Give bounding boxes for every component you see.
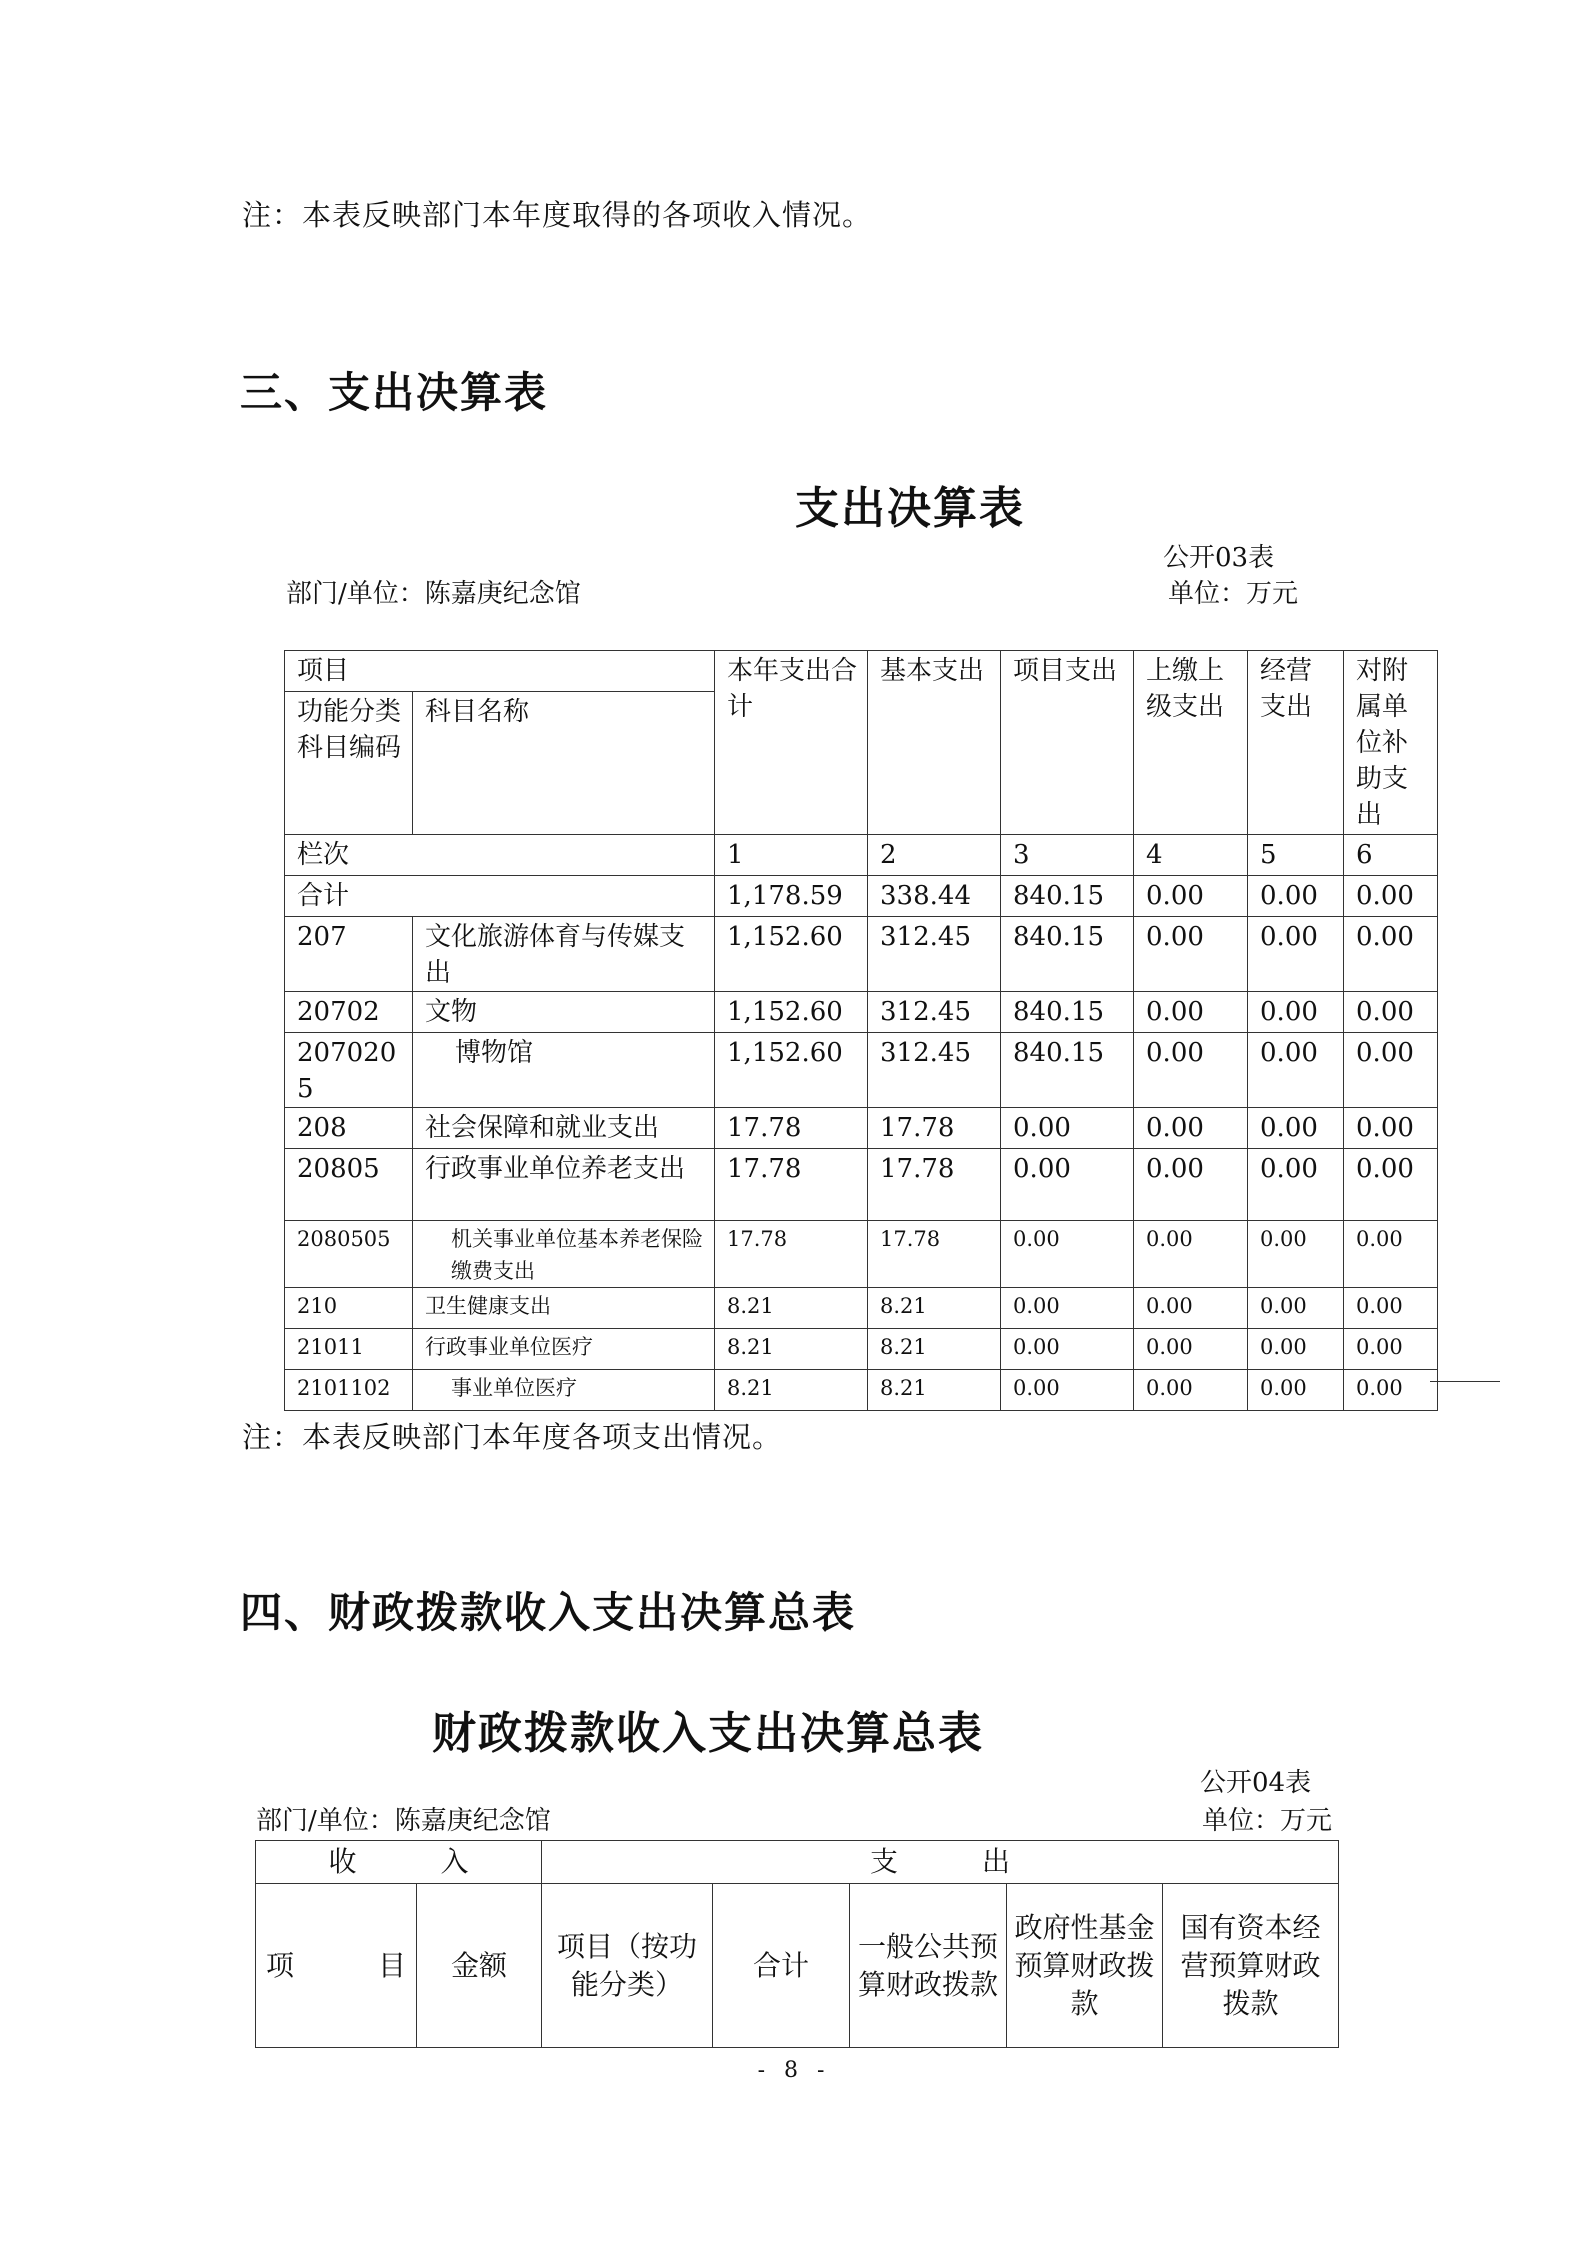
row-value: 312.45: [868, 992, 1001, 1033]
expense-table-title: 支出决算表: [795, 483, 1025, 534]
row-value: 0.00: [1344, 917, 1438, 992]
income-item-header: 项 目: [256, 1884, 417, 2048]
row-value: 0.00: [1001, 1288, 1134, 1329]
header-project-expense: 项目支出: [1001, 651, 1134, 835]
header-operating: 经营支出: [1248, 651, 1344, 835]
header-project: 项目: [285, 651, 715, 692]
row-code: 21011: [285, 1329, 413, 1370]
row-name: 行政事业单位养老支出: [413, 1149, 715, 1221]
unit-label: 单位：万元: [1168, 579, 1299, 609]
expense-item-header: 项目（按功能分类）: [542, 1884, 713, 2048]
row-value: 1,152.60: [715, 992, 868, 1033]
form-number: 公开03表: [1163, 543, 1275, 573]
gov-fund-header: 政府性基金预算财政拨款: [1007, 1884, 1163, 2048]
row-value: 0.00: [1134, 1221, 1248, 1288]
state-capital-header: 国有资本经营预算财政拨款: [1163, 1884, 1339, 2048]
header-remit-upper: 上缴上级支出: [1134, 651, 1248, 835]
row-value: 17.78: [868, 1149, 1001, 1221]
column-index: 3: [1001, 835, 1134, 876]
row-value: 17.78: [715, 1221, 868, 1288]
row-value: 0.00: [1344, 1033, 1438, 1108]
section-3-heading: 三、支出决算表: [240, 368, 549, 417]
row-value: 0.00: [1248, 1033, 1344, 1108]
row-name: 卫生健康支出: [413, 1288, 715, 1329]
row-value: 0.00: [1248, 1329, 1344, 1370]
section-4-heading: 四、财政拨款收入支出决算总表: [240, 1588, 857, 1637]
unit-label: 单位：万元: [1202, 1806, 1333, 1836]
row-value: 0.00: [1248, 1221, 1344, 1288]
table-row: [285, 1149, 1438, 1221]
table-row: [285, 1329, 1438, 1370]
row-code: 20702: [285, 992, 413, 1033]
header-total-expense: 本年支出合计: [715, 651, 868, 835]
table-row: [285, 1370, 1438, 1411]
total-cell: 338.44: [868, 876, 1001, 917]
fiscal-table-title: 财政拨款收入支出决算总表: [432, 1708, 984, 1759]
row-code: 208: [285, 1108, 413, 1149]
row-value: 0.00: [1344, 992, 1438, 1033]
total-cell: 0.00: [1134, 876, 1248, 917]
row-value: 312.45: [868, 1033, 1001, 1108]
row-value: 0.00: [1134, 1370, 1248, 1411]
row-name: 文物: [413, 992, 715, 1033]
row-value: 0.00: [1134, 1329, 1248, 1370]
column-index-label: 栏次: [285, 835, 715, 876]
row-value: 0.00: [1134, 1288, 1248, 1329]
row-value: 17.78: [868, 1221, 1001, 1288]
row-value: 8.21: [868, 1288, 1001, 1329]
row-value: 0.00: [1248, 917, 1344, 992]
row-value: 8.21: [715, 1288, 868, 1329]
row-value: 0.00: [1248, 1108, 1344, 1149]
fiscal-summary-table: [255, 1840, 1339, 2048]
header-subsidy: 对附属单位补助支出: [1344, 651, 1438, 835]
row-value: 840.15: [1001, 992, 1134, 1033]
row-value: 312.45: [868, 917, 1001, 992]
row-name: 机关事业单位基本养老保险缴费支出: [413, 1221, 715, 1288]
total-cell: 0.00: [1344, 876, 1438, 917]
row-value: 0.00: [1344, 1329, 1438, 1370]
expense-table: [284, 650, 1438, 1411]
header-basic-expense: 基本支出: [868, 651, 1001, 835]
column-index: 2: [868, 835, 1001, 876]
row-value: 0.00: [1134, 1149, 1248, 1221]
row-value: 8.21: [868, 1370, 1001, 1411]
table-trailing-rule: [1430, 1381, 1500, 1382]
row-value: 1,152.60: [715, 1033, 868, 1108]
expense-table-note: 注：本表反映部门本年度各项支出情况。: [242, 1420, 783, 1454]
row-value: 17.78: [715, 1108, 868, 1149]
row-name: 行政事业单位医疗: [413, 1329, 715, 1370]
row-code: 207: [285, 917, 413, 992]
row-value: 0.00: [1001, 1329, 1134, 1370]
row-value: 0.00: [1344, 1221, 1438, 1288]
row-value: 0.00: [1001, 1221, 1134, 1288]
row-value: 0.00: [1001, 1108, 1134, 1149]
row-value: 17.78: [868, 1108, 1001, 1149]
row-value: 0.00: [1248, 1288, 1344, 1329]
row-name: 博物馆: [413, 1033, 715, 1108]
row-value: 8.21: [715, 1329, 868, 1370]
row-code: 20805: [285, 1149, 413, 1221]
table-row: [285, 1108, 1438, 1149]
column-index: 6: [1344, 835, 1438, 876]
row-value: 0.00: [1134, 1033, 1248, 1108]
expense-total-header: 合计: [713, 1884, 850, 2048]
income-table-note: 注：本表反映部门本年度取得的各项收入情况。: [242, 198, 873, 232]
column-index: 1: [715, 835, 868, 876]
total-label: 合计: [285, 876, 715, 917]
row-value: 1,152.60: [715, 917, 868, 992]
row-value: 8.21: [868, 1329, 1001, 1370]
row-value: 0.00: [1134, 1108, 1248, 1149]
row-value: 8.21: [715, 1370, 868, 1411]
row-value: 17.78: [715, 1149, 868, 1221]
general-budget-header: 一般公共预算财政拨款: [850, 1884, 1007, 2048]
income-amount-header: 金额: [417, 1884, 542, 2048]
row-value: 0.00: [1344, 1288, 1438, 1329]
row-code: 2080505: [285, 1221, 413, 1288]
row-value: 0.00: [1248, 1370, 1344, 1411]
row-value: 0.00: [1134, 917, 1248, 992]
department-label: 部门/单位：陈嘉庚纪念馆: [256, 1806, 551, 1836]
total-row: [285, 876, 1438, 917]
income-header: 收 入: [256, 1841, 542, 1884]
row-name: 文化旅游体育与传媒支出: [413, 917, 715, 992]
header-code: 功能分类科目编码: [285, 692, 413, 835]
table-row: [285, 1221, 1438, 1288]
row-value: 840.15: [1001, 917, 1134, 992]
table-row: [285, 1033, 1438, 1108]
page-number: - 8 -: [757, 2058, 831, 2083]
row-value: 0.00: [1134, 992, 1248, 1033]
department-label: 部门/单位：陈嘉庚纪念馆: [286, 579, 581, 609]
row-code: 210: [285, 1288, 413, 1329]
total-cell: 840.15: [1001, 876, 1134, 917]
row-value: 0.00: [1344, 1108, 1438, 1149]
row-value: 840.15: [1001, 1033, 1134, 1108]
row-value: 0.00: [1001, 1370, 1134, 1411]
header-name: 科目名称: [413, 692, 715, 835]
column-index: 4: [1134, 835, 1248, 876]
row-value: 0.00: [1001, 1149, 1134, 1221]
row-value: 0.00: [1344, 1149, 1438, 1221]
row-value: 0.00: [1248, 1149, 1344, 1221]
row-code: 2070205: [285, 1033, 413, 1108]
row-value: 0.00: [1248, 992, 1344, 1033]
total-cell: 1,178.59: [715, 876, 868, 917]
form-number: 公开04表: [1200, 1768, 1312, 1798]
table-row: [285, 917, 1438, 992]
total-cell: 0.00: [1248, 876, 1344, 917]
row-name: 社会保障和就业支出: [413, 1108, 715, 1149]
row-name: 事业单位医疗: [413, 1370, 715, 1411]
column-index: 5: [1248, 835, 1344, 876]
row-code: 2101102: [285, 1370, 413, 1411]
row-value: 0.00: [1344, 1370, 1438, 1411]
table-row: [285, 1288, 1438, 1329]
expense-header: 支 出: [542, 1841, 1339, 1884]
table-row: [285, 992, 1438, 1033]
